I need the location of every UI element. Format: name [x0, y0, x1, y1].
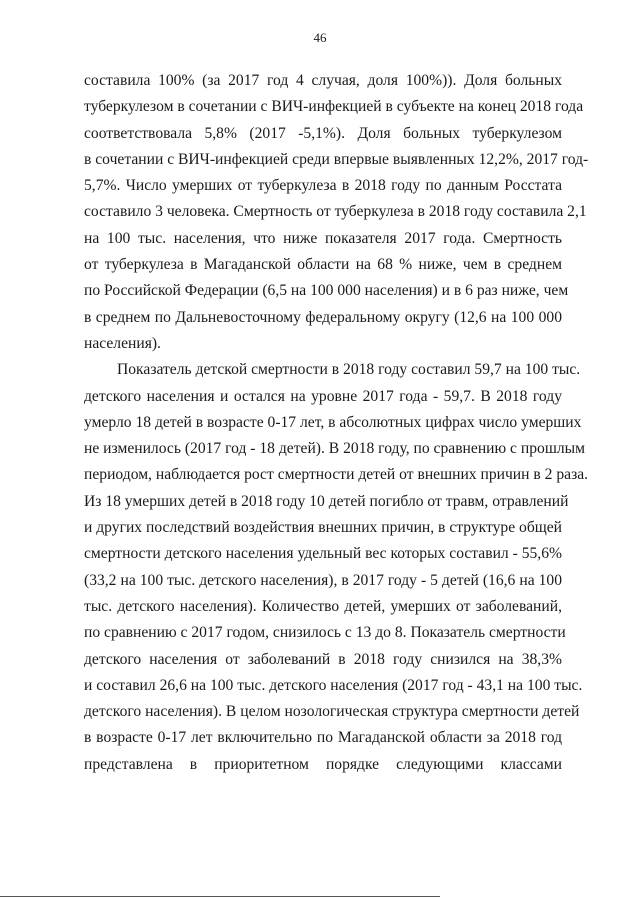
text-line: от туберкулеза в Магаданской области на 68 % ниже, чем в среднем [84, 256, 562, 274]
text-line: по Российской Федерации (6,5 на 100 000 населения) и в 6 раз ниже, чем [84, 282, 569, 300]
text-line: 5,7%. Число умерших от туберкулеза в 2018 году по данным Росстата [84, 177, 562, 195]
text-line: представлена в приоритетном порядке следующими классами [84, 755, 562, 773]
text-line: тыс. детского населения). Количество детей, умерших от заболеваний, [84, 597, 562, 615]
paragraph-tuberculosis [84, 68, 589, 357]
text-line: (33,2 на 100 тыс. детского населения), в 2017 году - 5 детей (16,6 на 100 [84, 571, 562, 589]
text-line: и других последствий воздействия внешних причин, в структуре общей [84, 519, 563, 537]
text-line: туберкулезом в сочетании с ВИЧ-инфекцией в субъекте на конец 2018 года [84, 98, 584, 116]
text-line: Показатель детской смертности в 2018 году составил 59,7 на 100 тыс. [117, 361, 581, 379]
text-line: по сравнению с 2017 годом, снизилось с 13 до 8. Показатель смертности [84, 624, 566, 642]
text-line: детского населения). В целом нозологическая структура смертности детей [84, 703, 580, 721]
text-line: в возрасте 0-17 лет включительно по Магаданской области за 2018 год [84, 729, 562, 747]
text-line: детского населения от заболеваний в 2018 году снизился на 38,3% [84, 650, 562, 668]
text-line: на 100 тыс. населения, что ниже показателя 2017 года. Смертность [84, 229, 562, 247]
document-body [84, 68, 589, 778]
text-line: Из 18 умерших детей в 2018 году 10 детей погибло от травм, отравлений [84, 492, 569, 510]
paragraph-child-mortality [84, 357, 589, 778]
text-line: периодом, наблюдается рост смертности детей от внешних причин в 2 раза. [84, 466, 589, 484]
text-line: смертности детского населения удельный вес которых составил - 55,6% [84, 545, 562, 563]
text-line: соответствовала 5,8% (2017 -5,1%). Доля больных туберкулезом [84, 124, 562, 142]
text-line: населения). [84, 334, 161, 352]
text-line: в сочетании с ВИЧ-инфекцией среди впервые выявленных 12,2%, 2017 год- [84, 150, 589, 168]
text-line: умерло 18 детей в возрасте 0-17 лет, в абсолютных цифрах число умерших [84, 413, 582, 431]
page-number: 46 [313, 30, 327, 45]
text-line: составила 100% (за 2017 год 4 случая, доля 100%)). Доля больных [84, 72, 562, 89]
text-line: составило 3 человека. Смертность от туберкулеза в 2018 году составила 2,1 [84, 203, 587, 221]
text-line: не изменилось (2017 год - 18 детей). В 2018 году, по сравнению с прошлым [84, 440, 585, 458]
text-line: в среднем по Дальневосточному федеральному округу (12,6 на 100 000 [84, 308, 562, 326]
text-line: и составил 26,6 на 100 тыс. детского населения (2017 год - 43,1 на 100 тыс. [84, 676, 583, 694]
bottom-rule [0, 896, 440, 897]
text-line: детского населения и остался на уровне 2017 года - 59,7. В 2018 году [84, 387, 562, 405]
